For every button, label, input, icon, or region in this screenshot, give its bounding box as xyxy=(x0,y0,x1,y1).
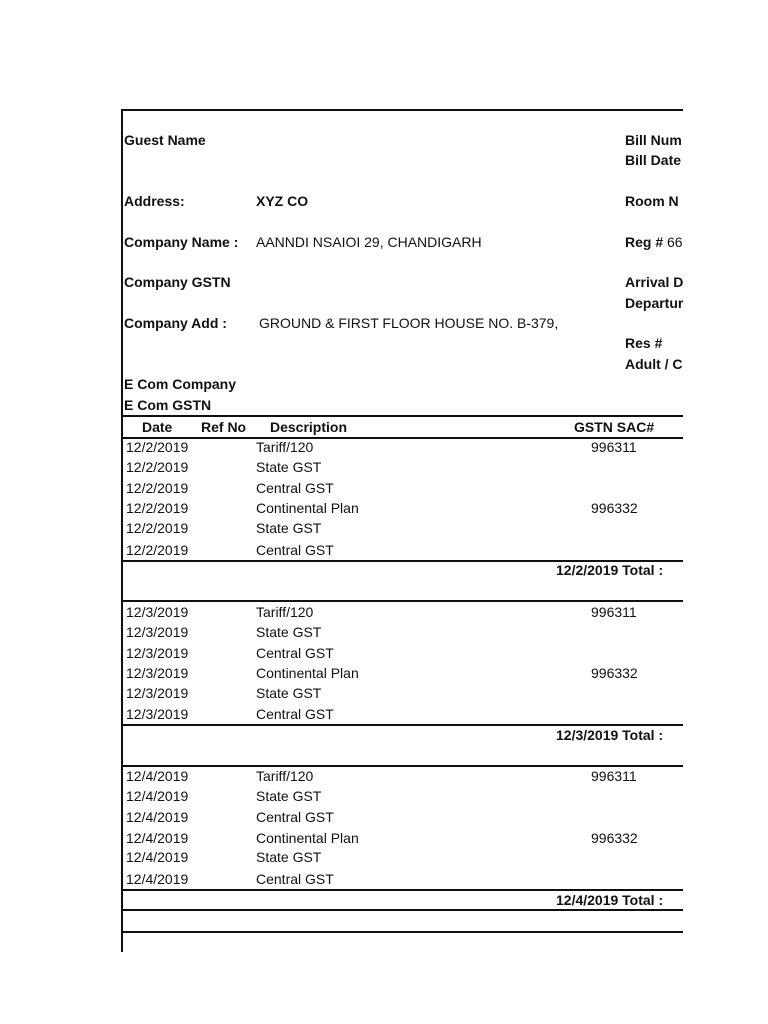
company-add-value: GROUND & FIRST FLOOR HOUSE NO. B-379, xyxy=(259,315,559,331)
row-date: 12/4/2019 xyxy=(126,849,189,865)
departure-label: Departur xyxy=(625,295,683,311)
row-description: State GST xyxy=(256,624,322,640)
row-date: 12/2/2019 xyxy=(126,439,189,455)
row-description: State GST xyxy=(256,788,322,804)
row-description: Continental Plan xyxy=(256,830,359,846)
row-description: Tariff/120 xyxy=(256,439,314,455)
col-gstn-sac: GSTN SAC# xyxy=(574,419,655,435)
ecom-company-label: E Com Company xyxy=(124,376,237,392)
bill-date-label: Bill Date xyxy=(625,152,682,168)
left-border xyxy=(121,109,123,952)
row-sac: 996332 xyxy=(591,665,638,681)
row-description: Central GST xyxy=(256,542,334,558)
row-description: State GST xyxy=(256,685,322,701)
row-date: 12/4/2019 xyxy=(126,788,189,804)
row-description: Central GST xyxy=(256,706,334,722)
row-description: State GST xyxy=(256,520,322,536)
row-sac: 996332 xyxy=(591,500,638,516)
company-name-label: Company Name : xyxy=(124,234,239,250)
row-date: 12/2/2019 xyxy=(126,459,189,475)
col-ref-no: Ref No xyxy=(201,419,247,435)
group-total-label: 12/4/2019 Total : xyxy=(556,892,664,908)
row-date: 12/3/2019 xyxy=(126,645,189,661)
group-total-label: 12/3/2019 Total : xyxy=(556,727,664,743)
reg-label: Reg # xyxy=(625,234,664,250)
row-sac: 996332 xyxy=(591,830,638,846)
row-description: Tariff/120 xyxy=(256,768,314,784)
row-date: 12/2/2019 xyxy=(126,542,189,558)
row-description: State GST xyxy=(256,849,322,865)
header-right-block xyxy=(624,120,683,380)
res-label: Res # xyxy=(625,335,663,351)
address-value: XYZ CO xyxy=(256,193,309,209)
address-label: Address: xyxy=(124,193,185,209)
row-date: 12/3/2019 xyxy=(126,706,189,722)
row-sac: 996311 xyxy=(591,768,637,784)
row-date: 12/4/2019 xyxy=(126,871,189,887)
arrival-label: Arrival D xyxy=(625,274,683,290)
guest-name-label: Guest Name xyxy=(124,132,206,148)
row-description: Tariff/120 xyxy=(256,604,314,620)
table-bottom-border xyxy=(121,931,683,933)
company-name-value: AANNDI NSAIOI 29, CHANDIGARH xyxy=(256,234,482,250)
group-divider xyxy=(121,909,683,911)
row-date: 12/2/2019 xyxy=(126,520,189,536)
company-gstn-label: Company GSTN xyxy=(124,274,231,290)
reg-value: 66 xyxy=(667,234,683,250)
ecom-gstn-label: E Com GSTN xyxy=(124,397,212,413)
row-description: Continental Plan xyxy=(256,500,359,516)
row-description: State GST xyxy=(256,459,322,475)
row-date: 12/3/2019 xyxy=(126,685,189,701)
room-label: Room N xyxy=(625,193,679,209)
row-date: 12/3/2019 xyxy=(126,604,189,620)
row-description: Central GST xyxy=(256,480,334,496)
row-date: 12/4/2019 xyxy=(126,830,189,846)
row-date: 12/3/2019 xyxy=(126,624,189,640)
row-description: Central GST xyxy=(256,645,334,661)
row-description: Continental Plan xyxy=(256,665,359,681)
company-add-label: Company Add : xyxy=(124,315,227,331)
row-date: 12/2/2019 xyxy=(126,480,189,496)
row-sac: 996311 xyxy=(591,439,637,455)
group-divider xyxy=(121,600,683,602)
row-date: 12/4/2019 xyxy=(126,768,189,784)
adult-label: Adult / C xyxy=(625,356,683,372)
group-total-label: 12/2/2019 Total : xyxy=(556,562,664,578)
row-description: Central GST xyxy=(256,809,334,825)
row-description: Central GST xyxy=(256,871,334,887)
row-sac: 996311 xyxy=(591,604,637,620)
col-date: Date xyxy=(142,419,173,435)
row-date: 12/3/2019 xyxy=(126,665,189,681)
table-header-top-border xyxy=(121,415,683,417)
top-border xyxy=(121,109,683,111)
bill-number-label: Bill Num xyxy=(625,132,682,148)
col-description: Description xyxy=(270,419,348,435)
row-date: 12/4/2019 xyxy=(126,809,189,825)
row-date: 12/2/2019 xyxy=(126,500,189,516)
